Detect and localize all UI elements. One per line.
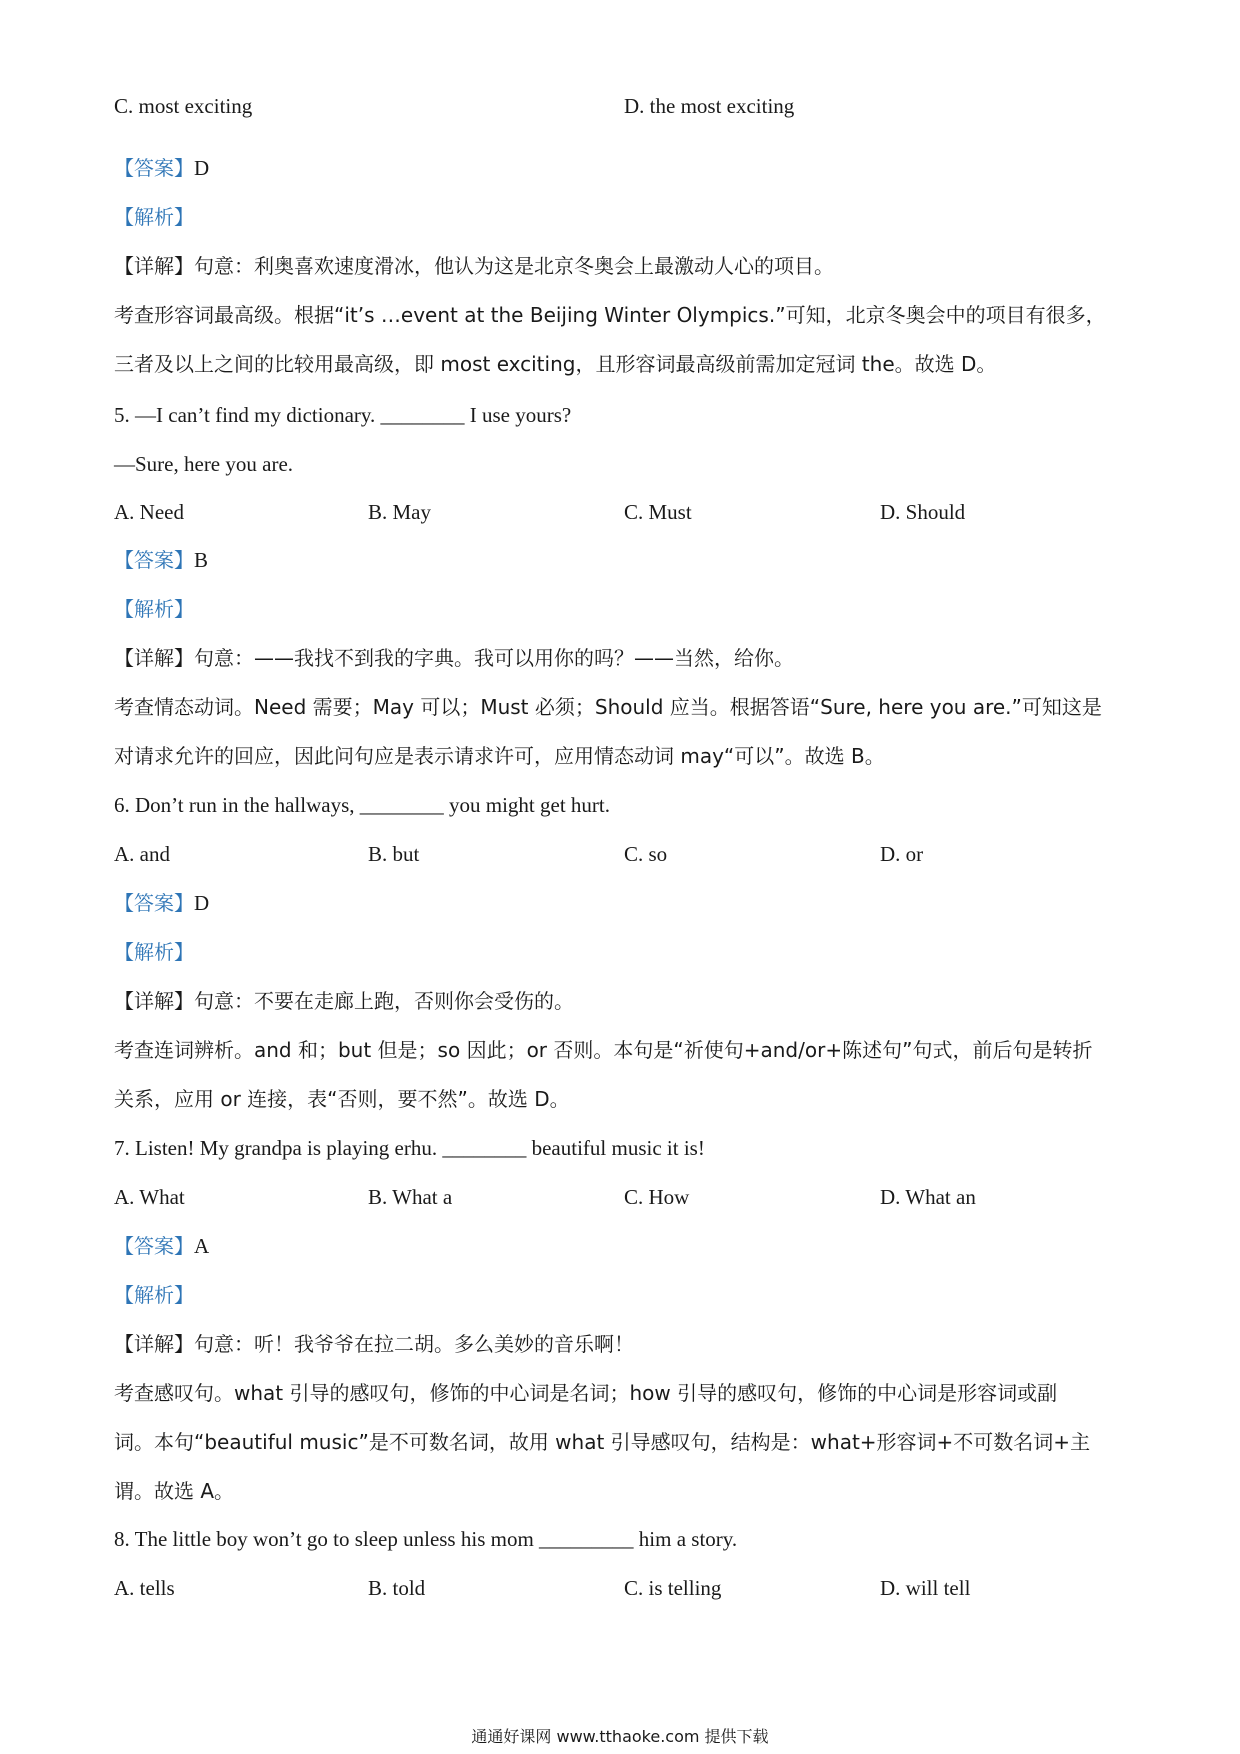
q4-explanation-line-1: 考查形容词最高级。根据“it’s …event at the Beijing Winter Olympics.”可知，北京冬奥会中的项目有很多， (114, 303, 1106, 327)
q6-option-b: B. but (368, 842, 420, 866)
q6-option-c: C. so (624, 842, 668, 866)
q6-option-a: A. and (114, 842, 170, 866)
q4-answer (114, 154, 209, 182)
q6-answer: 【答案】D (114, 891, 210, 915)
q6-option-d: D. or (880, 842, 924, 866)
q5-option-b: B. May (368, 500, 431, 524)
q4-option-d: D. the most exciting (624, 94, 795, 118)
q8-option-c: C. is telling (624, 1576, 722, 1600)
q5-option-a: A. Need (114, 500, 184, 524)
q8-option-d: D. will tell (880, 1576, 971, 1600)
detail-label: 【详解】 (114, 254, 194, 278)
q7-option-c: C. How (624, 1185, 690, 1209)
answer-value: D (194, 156, 210, 180)
page-footer: 通通好课网 www.tthaoke.com 提供下载 (471, 1727, 769, 1746)
q7-explanation-line-3: 谓。故选 A。 (114, 1479, 235, 1503)
q4-option-c: C. most exciting (114, 94, 253, 118)
q5-question-line-1: 5. —I can’t find my dictionary. ________ I use yours? (114, 403, 572, 427)
q4-detail (114, 252, 834, 280)
q7-option-b: B. What a (368, 1185, 453, 1209)
q7-option-a: A. What (114, 1185, 185, 1209)
detail-text: 句意：利奥喜欢速度滑冰，他认为这是北京冬奥会上最激动人心的项目。 (194, 254, 834, 278)
q5-detail: 【详解】句意：——我找不到我的字典。我可以用你的吗？——当然，给你。 (114, 646, 794, 670)
q8-option-a: A. tells (114, 1576, 175, 1600)
q5-answer: 【答案】B (114, 548, 209, 572)
q6-explanation-line-1: 考查连词辨析。and 和；but 但是；so 因此；or 否则。本句是“祈使句+and/or+陈述句”句式，前后句是转折 (114, 1038, 1093, 1062)
q7-answer: 【答案】A (114, 1234, 210, 1258)
q4-analysis-label: 【解析】 (114, 205, 194, 229)
q4-explanation-line-2: 三者及以上之间的比较用最高级，即 most exciting，且形容词最高级前需加定冠词 the。故选 D。 (114, 352, 997, 376)
q7-question: 7. Listen! My grandpa is playing erhu. ________ beautiful music it is! (114, 1136, 705, 1160)
q8-option-b: B. told (368, 1576, 426, 1600)
q8-question: 8. The little boy won’t go to sleep unless his mom _________ him a story. (114, 1527, 738, 1551)
q5-option-c: C. Must (624, 500, 692, 524)
q5-analysis-label: 【解析】 (114, 597, 194, 621)
q7-analysis-label: 【解析】 (114, 1283, 194, 1307)
q7-option-d: D. What an (880, 1185, 976, 1209)
q6-explanation-line-2: 关系，应用 or 连接，表“否则，要不然”。故选 D。 (114, 1087, 570, 1111)
q6-analysis-label: 【解析】 (114, 940, 194, 964)
q5-question-line-2: —Sure, here you are. (114, 452, 294, 476)
q7-detail: 【详解】句意：听！我爷爷在拉二胡。多么美妙的音乐啊！ (114, 1332, 634, 1356)
q7-explanation-line-1: 考查感叹句。what 引导的感叹句，修饰的中心词是名词；how 引导的感叹句，修饰的中心词是形容词或副 (114, 1381, 1058, 1405)
q5-explanation-line-1: 考查情态动词。Need 需要；May 可以；Must 必须；Should 应当。根据答语“Sure, here you are.”可知这是 (114, 695, 1102, 719)
q6-detail: 【详解】句意：不要在走廊上跑，否则你会受伤的。 (114, 989, 574, 1013)
q5-option-d: D. Should (880, 500, 966, 524)
answer-label: 【答案】 (114, 156, 194, 180)
q7-explanation-line-2: 词。本句“beautiful music”是不可数名词，故用 what 引导感叹句，结构是：what+形容词+不可数名词+主 (114, 1430, 1091, 1454)
q5-explanation-line-2: 对请求允许的回应，因此问句应是表示请求许可，应用情态动词 may“可以”。故选 B。 (114, 744, 885, 768)
q6-question: 6. Don’t run in the hallways, ________ you might get hurt. (114, 793, 610, 817)
